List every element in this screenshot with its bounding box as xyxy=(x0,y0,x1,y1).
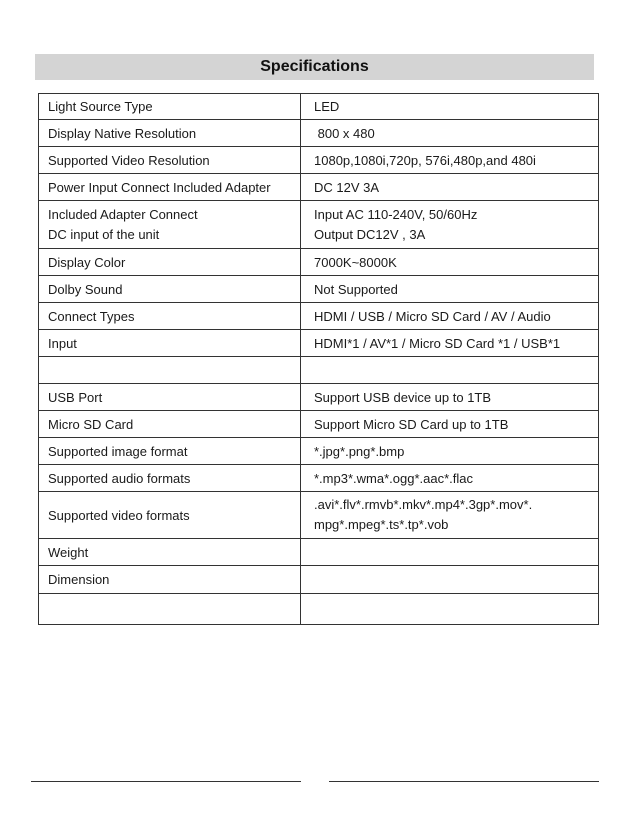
spec-label: Supported Video Resolution xyxy=(39,147,301,174)
spec-label xyxy=(39,357,301,384)
table-row xyxy=(39,438,599,465)
table-row xyxy=(39,330,599,357)
spec-label: Weight xyxy=(39,539,301,566)
spec-label: Dimension xyxy=(39,566,301,594)
spec-value: Support USB device up to 1TB xyxy=(301,384,599,411)
table-row xyxy=(39,539,599,566)
spec-value xyxy=(301,492,599,539)
spec-value: Not Supported xyxy=(301,276,599,303)
spec-value-line: Input AC 110-240V, 50/60Hz xyxy=(314,206,478,222)
table-row xyxy=(39,303,599,330)
table-row xyxy=(39,147,599,174)
table-row xyxy=(39,566,599,594)
spec-label: Input xyxy=(39,330,301,357)
table-row xyxy=(39,249,599,276)
spec-value xyxy=(301,357,599,384)
spec-label: Micro SD Card xyxy=(39,411,301,438)
spec-label: Dolby Sound xyxy=(39,276,301,303)
spec-label: Display Color xyxy=(39,249,301,276)
table-row xyxy=(39,465,599,492)
table-row xyxy=(39,276,599,303)
table-row xyxy=(39,384,599,411)
spec-value: DC 12V 3A xyxy=(301,174,599,201)
spec-value: HDMI*1 / AV*1 / Micro SD Card *1 / USB*1 xyxy=(301,330,599,357)
table-row xyxy=(39,120,599,147)
spec-label: Supported audio formats xyxy=(39,465,301,492)
spec-value: *.mp3*.wma*.ogg*.aac*.flac xyxy=(301,465,599,492)
spec-label-line: Included Adapter Connect xyxy=(48,206,198,222)
spec-value: HDMI / USB / Micro SD Card / AV / Audio xyxy=(301,303,599,330)
table-row xyxy=(39,174,599,201)
spec-value xyxy=(301,539,599,566)
spec-label: Light Source Type xyxy=(39,94,301,120)
page-title: Specifications xyxy=(35,54,594,80)
spec-label xyxy=(39,201,301,249)
table-row xyxy=(39,411,599,438)
spec-label: Supported image format xyxy=(39,438,301,465)
spec-label: Supported video formats xyxy=(39,492,301,539)
spec-label: USB Port xyxy=(39,384,301,411)
spec-value-line: Output DC12V , 3A xyxy=(314,226,426,242)
spec-value: 800 x 480 xyxy=(301,120,599,147)
table-row xyxy=(39,357,599,384)
spec-label: Power Input Connect Included Adapter xyxy=(39,174,301,201)
spec-value: Support Micro SD Card up to 1TB xyxy=(301,411,599,438)
spec-value xyxy=(301,566,599,594)
footer-divider-left xyxy=(31,781,301,782)
spec-value-line: mpg*.mpeg*.ts*.tp*.vob xyxy=(314,517,449,532)
table-row xyxy=(39,94,599,120)
table-row xyxy=(39,492,599,539)
spec-label-line: DC input of the unit xyxy=(48,226,160,242)
spec-label xyxy=(39,594,301,625)
spec-label: Connect Types xyxy=(39,303,301,330)
spec-value: 1080p,1080i,720p, 576i,480p,and 480i xyxy=(301,147,599,174)
spec-value xyxy=(301,594,599,625)
spec-value xyxy=(301,201,599,249)
footer-divider-right xyxy=(329,781,599,782)
spec-value-line: .avi*.flv*.rmvb*.mkv*.mp4*.3gp*.mov*. xyxy=(314,497,533,512)
table-row xyxy=(39,594,599,625)
spec-value: 7000K~8000K xyxy=(301,249,599,276)
spec-label: Display Native Resolution xyxy=(39,120,301,147)
spec-value: LED xyxy=(301,94,599,120)
spec-value: *.jpg*.png*.bmp xyxy=(301,438,599,465)
table-row xyxy=(39,201,599,249)
specifications-table xyxy=(38,93,599,625)
